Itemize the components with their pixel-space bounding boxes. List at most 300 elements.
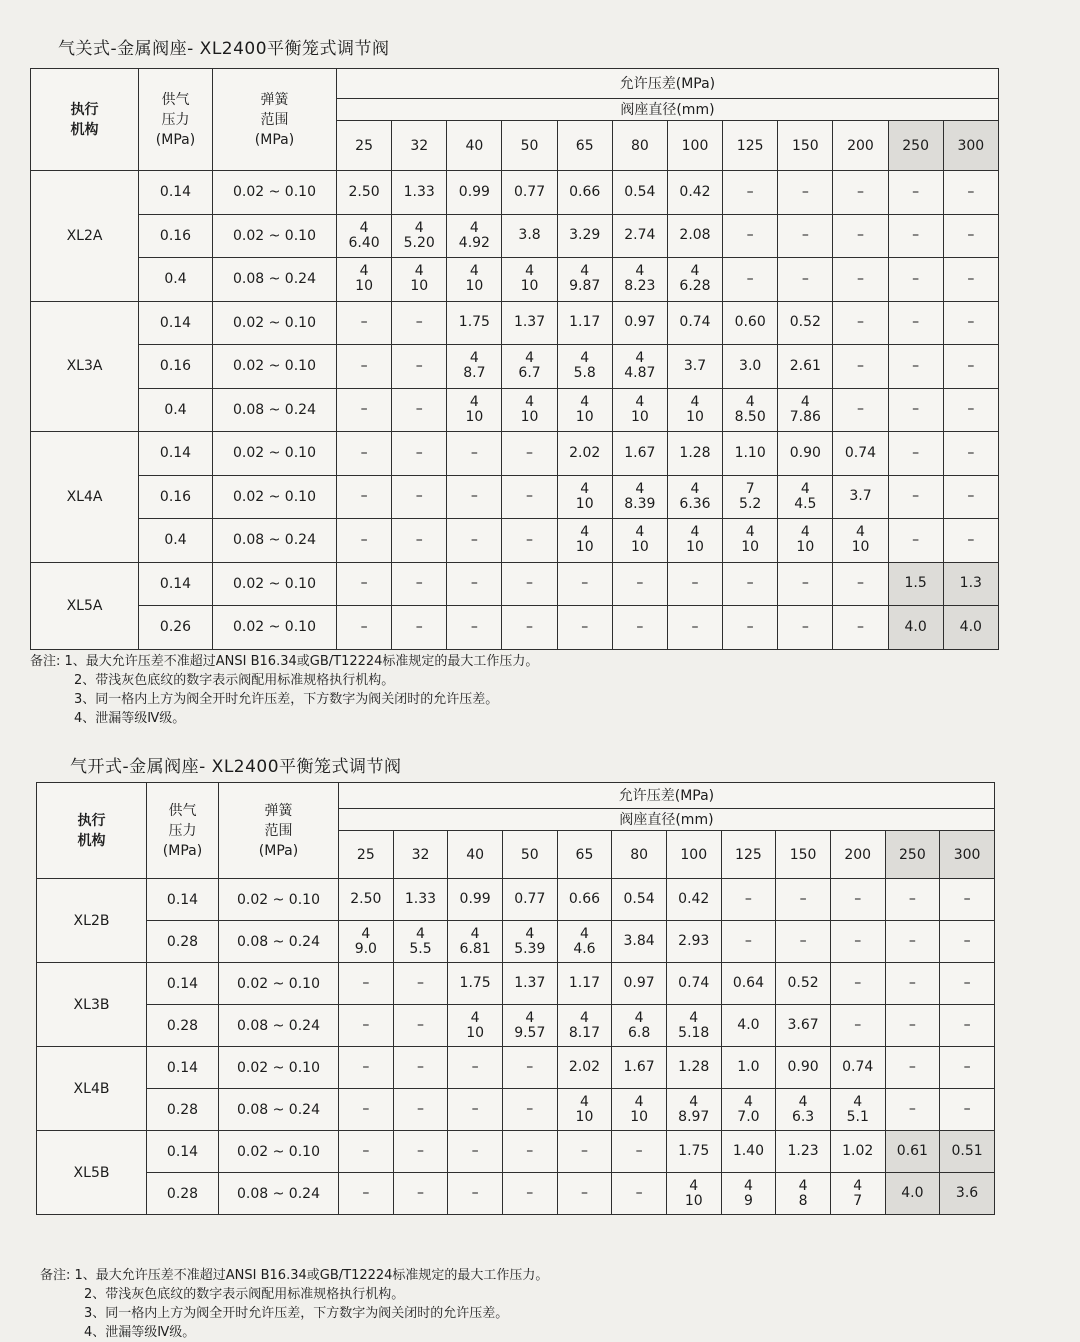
note-line: 4、泄漏等级Ⅳ级。 bbox=[84, 1325, 196, 1340]
header-supply-pressure bbox=[147, 783, 219, 879]
pressure-cell bbox=[943, 258, 998, 302]
pressure-value: 4 5.5 bbox=[409, 925, 432, 957]
pressure-cell bbox=[447, 214, 502, 258]
pressure-value: 0.90 bbox=[789, 444, 821, 461]
pressure-cell bbox=[502, 1005, 557, 1047]
header-spring-range bbox=[213, 69, 337, 171]
header-diameter: 125 bbox=[721, 831, 776, 879]
header-seat-diameter: 阀座直径(mm) bbox=[337, 99, 999, 121]
pressure-value: 4 10 bbox=[630, 393, 649, 425]
pressure-value: 4.0 bbox=[904, 618, 927, 635]
pressure-cell bbox=[502, 1173, 557, 1215]
pressure-value: 2.50 bbox=[350, 891, 382, 907]
pressure-value: – bbox=[801, 618, 809, 635]
spring-range: 0.02 ~ 0.10 bbox=[213, 214, 337, 258]
pressure-cell bbox=[612, 519, 667, 563]
header-diameter: 65 bbox=[557, 831, 612, 879]
spring-range: 0.02 ~ 0.10 bbox=[213, 301, 337, 345]
header-actuator bbox=[37, 783, 147, 879]
pressure-cell bbox=[666, 1005, 721, 1047]
header-diameter: 200 bbox=[830, 831, 885, 879]
pressure-cell bbox=[502, 606, 557, 650]
pressure-value: 2.61 bbox=[789, 357, 821, 374]
pressure-cell bbox=[723, 171, 778, 215]
pressure-cell bbox=[337, 171, 392, 215]
pressure-value: 0.42 bbox=[678, 891, 710, 907]
table-row bbox=[31, 432, 999, 476]
pressure-cell bbox=[447, 388, 502, 432]
header-diameter: 250 bbox=[885, 831, 940, 879]
pressure-value: – bbox=[912, 401, 920, 418]
pressure-cell bbox=[833, 258, 888, 302]
header-diameter: 32 bbox=[393, 831, 448, 879]
pressure-value: – bbox=[526, 444, 534, 461]
pressure-cell bbox=[447, 606, 502, 650]
pressure-cell bbox=[721, 1005, 776, 1047]
pressure-cell bbox=[339, 1173, 394, 1215]
header-diameter: 50 bbox=[502, 121, 557, 171]
pressure-value: 4 8.7 bbox=[463, 350, 486, 382]
pressure-value: – bbox=[912, 183, 920, 200]
header-supply-label: 供气 压力 (MPa) bbox=[155, 91, 196, 148]
header-supply-pressure bbox=[139, 69, 213, 171]
pressure-cell bbox=[666, 1173, 721, 1215]
pressure-value: 2.08 bbox=[679, 227, 711, 244]
pressure-cell bbox=[667, 562, 722, 606]
pressure-value: – bbox=[856, 575, 864, 592]
pressure-cell bbox=[940, 879, 995, 921]
pressure-cell bbox=[776, 1131, 831, 1173]
note-line: 3、同一格内上方为阀全开时允许压差，下方数字为阀关闭时的允许压差。 bbox=[84, 1306, 509, 1321]
pressure-value: 1.23 bbox=[787, 1143, 819, 1159]
pressure-value: 4 6.8 bbox=[627, 1009, 651, 1041]
pressure-value: – bbox=[526, 1143, 534, 1159]
pressure-cell bbox=[778, 345, 833, 389]
pressure-cell bbox=[940, 1047, 995, 1089]
pressure-cell bbox=[888, 562, 943, 606]
spring-range: 0.08 ~ 0.24 bbox=[219, 921, 339, 963]
pressure-value: – bbox=[856, 401, 864, 418]
pressure-value: 4 10 bbox=[575, 1093, 594, 1125]
pressure-value: 1.3 bbox=[959, 575, 982, 592]
pressure-cell bbox=[830, 1047, 885, 1089]
pressure-cell bbox=[940, 1131, 995, 1173]
pressure-value: 3.6 bbox=[955, 1185, 979, 1201]
pressure-value: – bbox=[963, 975, 971, 991]
header-actuator-label: 执行 机构 bbox=[70, 101, 99, 138]
pressure-value: – bbox=[360, 618, 368, 635]
pressure-cell bbox=[448, 921, 503, 963]
pressure-cell bbox=[557, 345, 612, 389]
supply-pressure: 0.14 bbox=[139, 562, 213, 606]
pressure-cell bbox=[667, 519, 722, 563]
pressure-cell bbox=[502, 301, 557, 345]
pressure-value: 4 8.97 bbox=[678, 1093, 710, 1125]
pressure-cell bbox=[888, 475, 943, 519]
pressure-value: 4 10 bbox=[630, 524, 649, 556]
pressure-value: 4 10 bbox=[575, 524, 594, 556]
pressure-cell bbox=[612, 475, 667, 519]
spring-range: 0.08 ~ 0.24 bbox=[219, 1173, 339, 1215]
pressure-value: 1.10 bbox=[734, 444, 766, 461]
pressure-cell bbox=[666, 879, 721, 921]
pressure-value: 0.77 bbox=[513, 183, 546, 200]
supply-pressure: 0.28 bbox=[147, 1089, 219, 1131]
pressure-value: 4 10 bbox=[741, 524, 760, 556]
pressure-value: – bbox=[470, 488, 478, 505]
pressure-cell bbox=[557, 388, 612, 432]
table-row bbox=[37, 1131, 995, 1173]
pressure-value: – bbox=[470, 618, 478, 635]
pressure-value: – bbox=[635, 1185, 643, 1201]
pressure-value: – bbox=[856, 227, 864, 244]
pressure-value: – bbox=[526, 618, 534, 635]
pressure-value: 0.97 bbox=[624, 314, 656, 331]
note-line: 2、带浅灰色底纹的数字表示阀配用标准规格执行机构。 bbox=[74, 673, 395, 688]
header-diameter: 125 bbox=[723, 121, 778, 171]
pressure-cell bbox=[337, 345, 392, 389]
header-diameter: 80 bbox=[612, 831, 667, 879]
header-diameter: 150 bbox=[776, 831, 831, 879]
pressure-cell bbox=[339, 1047, 394, 1089]
pressure-value: 3.8 bbox=[518, 227, 541, 244]
pressure-value: 3.29 bbox=[569, 227, 601, 244]
pressure-cell bbox=[557, 963, 612, 1005]
spring-range: 0.02 ~ 0.10 bbox=[219, 879, 339, 921]
header-diameter: 200 bbox=[833, 121, 888, 171]
pressure-value: 4 10 bbox=[410, 263, 429, 295]
pressure-cell bbox=[557, 606, 612, 650]
header-actuator-label: 执行 机构 bbox=[77, 812, 106, 849]
pressure-cell bbox=[448, 1131, 503, 1173]
pressure-value: – bbox=[967, 488, 975, 505]
pressure-cell bbox=[612, 606, 667, 650]
pressure-cell bbox=[502, 562, 557, 606]
note-line: 3、同一格内上方为阀全开时允许压差，下方数字为阀关闭时的允许压差。 bbox=[74, 692, 499, 707]
pressure-cell bbox=[337, 258, 392, 302]
pressure-cell bbox=[502, 258, 557, 302]
pressure-value: – bbox=[967, 444, 975, 461]
pressure-value: – bbox=[415, 314, 423, 331]
pressure-value: 1.37 bbox=[513, 314, 546, 331]
pressure-value: – bbox=[360, 401, 368, 418]
pressure-value: – bbox=[801, 183, 809, 200]
pressure-cell bbox=[776, 921, 831, 963]
pressure-cell bbox=[557, 519, 612, 563]
pressure-value: – bbox=[854, 891, 862, 907]
pressure-cell bbox=[833, 519, 888, 563]
pressure-value: 4 4.6 bbox=[573, 925, 596, 957]
pressure-cell bbox=[885, 1131, 940, 1173]
pressure-cell bbox=[448, 1047, 503, 1089]
pressure-cell bbox=[885, 1047, 940, 1089]
pressure-cell bbox=[888, 301, 943, 345]
pressure-cell bbox=[666, 1047, 721, 1089]
pressure-cell bbox=[393, 963, 448, 1005]
pressure-value: 4 7.0 bbox=[737, 1093, 760, 1125]
pressure-cell bbox=[612, 432, 667, 476]
pressure-value: 3.84 bbox=[623, 933, 655, 949]
pressure-value: – bbox=[470, 531, 478, 548]
pressure-value: – bbox=[362, 1017, 370, 1033]
pressure-cell bbox=[721, 1089, 776, 1131]
pressure-value: – bbox=[471, 1101, 479, 1117]
pressure-cell bbox=[337, 301, 392, 345]
pressure-value: – bbox=[963, 933, 971, 949]
pressure-value: 1.67 bbox=[624, 444, 656, 461]
pressure-value: – bbox=[362, 975, 370, 991]
pressure-value: 4.0 bbox=[901, 1185, 924, 1201]
pressure-value: 4 6.81 bbox=[459, 925, 491, 957]
pressure-value: – bbox=[912, 270, 920, 287]
pressure-cell bbox=[943, 214, 998, 258]
pressure-cell bbox=[667, 388, 722, 432]
pressure-value: 4 10 bbox=[575, 480, 594, 512]
pressure-value: 0.74 bbox=[678, 975, 710, 991]
pressure-table bbox=[36, 782, 995, 1215]
pressure-cell bbox=[339, 1131, 394, 1173]
pressure-value: 4 5.1 bbox=[846, 1093, 869, 1125]
pressure-cell bbox=[666, 1089, 721, 1131]
pressure-cell bbox=[830, 1089, 885, 1131]
pressure-value: – bbox=[360, 357, 368, 374]
pressure-cell bbox=[502, 921, 557, 963]
pressure-value: – bbox=[416, 1101, 424, 1117]
pressure-cell bbox=[612, 1089, 667, 1131]
pressure-value: 0.54 bbox=[624, 183, 656, 200]
pressure-value: – bbox=[415, 488, 423, 505]
pressure-cell bbox=[557, 301, 612, 345]
pressure-cell bbox=[557, 475, 612, 519]
pressure-cell bbox=[721, 879, 776, 921]
pressure-value: 1.28 bbox=[678, 1059, 710, 1075]
pressure-value: 1.28 bbox=[679, 444, 711, 461]
pressure-value: 4 6.28 bbox=[679, 263, 711, 295]
pressure-value: 0.74 bbox=[679, 314, 711, 331]
pressure-value: – bbox=[416, 975, 424, 991]
pressure-cell bbox=[557, 258, 612, 302]
pressure-value: 4 7.86 bbox=[789, 393, 821, 425]
pressure-cell bbox=[557, 432, 612, 476]
pressure-cell bbox=[392, 606, 447, 650]
supply-pressure: 0.28 bbox=[147, 1173, 219, 1215]
pressure-cell bbox=[667, 214, 722, 258]
pressure-cell bbox=[447, 171, 502, 215]
pressure-cell bbox=[778, 562, 833, 606]
header-diameter: 40 bbox=[447, 121, 502, 171]
pressure-value: – bbox=[362, 1143, 370, 1159]
pressure-value: – bbox=[526, 575, 534, 592]
spring-range: 0.02 ~ 0.10 bbox=[219, 1131, 339, 1173]
pressure-value: 4 9.0 bbox=[354, 925, 377, 957]
pressure-cell bbox=[778, 432, 833, 476]
pressure-value: – bbox=[526, 531, 534, 548]
pressure-value: – bbox=[908, 975, 916, 991]
pressure-cell bbox=[393, 1047, 448, 1089]
pressure-value: 3.0 bbox=[739, 357, 762, 374]
pressure-value: 4 10 bbox=[355, 263, 373, 295]
pressure-value: 0.66 bbox=[568, 891, 601, 907]
pressure-cell bbox=[776, 1173, 831, 1215]
pressure-cell bbox=[667, 258, 722, 302]
pressure-value: – bbox=[636, 618, 644, 635]
pressure-cell bbox=[833, 214, 888, 258]
pressure-value: – bbox=[912, 531, 920, 548]
pressure-cell bbox=[888, 214, 943, 258]
pressure-cell bbox=[721, 1173, 776, 1215]
pressure-value: 4 5.39 bbox=[514, 925, 546, 957]
header-spring-range bbox=[219, 783, 339, 879]
actuator-model: XL2B bbox=[37, 879, 147, 963]
pressure-value: – bbox=[746, 575, 754, 592]
pressure-cell bbox=[778, 301, 833, 345]
pressure-cell bbox=[339, 963, 394, 1005]
pressure-cell bbox=[667, 345, 722, 389]
pressure-cell bbox=[447, 562, 502, 606]
pressure-cell bbox=[776, 1089, 831, 1131]
pressure-cell bbox=[667, 475, 722, 519]
pressure-cell bbox=[557, 1173, 612, 1215]
pressure-value: 0.74 bbox=[842, 1059, 874, 1075]
table-row bbox=[31, 519, 999, 563]
supply-pressure: 0.14 bbox=[139, 301, 213, 345]
pressure-cell bbox=[833, 432, 888, 476]
pressure-cell bbox=[666, 963, 721, 1005]
header-diameter: 250 bbox=[888, 121, 943, 171]
pressure-value: 4 7 bbox=[853, 1177, 863, 1209]
pressure-value: – bbox=[581, 575, 589, 592]
pressure-value: 4 9 bbox=[743, 1177, 753, 1209]
pressure-cell bbox=[612, 1131, 667, 1173]
header-diameter: 100 bbox=[667, 121, 722, 171]
pressure-cell bbox=[833, 171, 888, 215]
header-supply-label: 供气 压力 (MPa) bbox=[162, 802, 203, 859]
pressure-cell bbox=[888, 519, 943, 563]
pressure-cell bbox=[940, 1173, 995, 1215]
pressure-value: – bbox=[908, 891, 916, 907]
table-row bbox=[37, 1005, 995, 1047]
actuator-model: XL3A bbox=[31, 301, 139, 432]
pressure-cell bbox=[447, 475, 502, 519]
pressure-cell bbox=[723, 345, 778, 389]
pressure-value: 0.90 bbox=[787, 1059, 819, 1075]
pressure-value: 4 4.87 bbox=[624, 350, 656, 382]
pressure-value: 0.99 bbox=[458, 183, 490, 200]
pressure-value: 4.0 bbox=[737, 1017, 760, 1033]
note-line: 2、带浅灰色底纹的数字表示阀配用标准规格执行机构。 bbox=[84, 1287, 405, 1302]
pressure-value: – bbox=[415, 357, 423, 374]
table-row bbox=[31, 562, 999, 606]
pressure-cell bbox=[612, 258, 667, 302]
table-row bbox=[31, 301, 999, 345]
pressure-value: 0.52 bbox=[789, 314, 821, 331]
pressure-cell bbox=[830, 1131, 885, 1173]
pressure-value: – bbox=[471, 1143, 479, 1159]
pressure-value: 2.02 bbox=[569, 444, 601, 461]
pressure-value: 0.60 bbox=[734, 314, 766, 331]
pressure-value: – bbox=[746, 183, 754, 200]
pressure-value: – bbox=[801, 270, 809, 287]
pressure-cell bbox=[502, 171, 557, 215]
pressure-value: – bbox=[416, 1059, 424, 1075]
pressure-value: 0.61 bbox=[896, 1143, 928, 1159]
spring-range: 0.02 ~ 0.10 bbox=[213, 475, 337, 519]
pressure-table bbox=[30, 68, 999, 650]
pressure-value: 4 4.5 bbox=[794, 480, 817, 512]
header-allowed-diff: 允许压差(MPa) bbox=[339, 783, 995, 809]
pressure-cell bbox=[888, 345, 943, 389]
pressure-value: 3.7 bbox=[683, 357, 707, 374]
pressure-cell bbox=[337, 475, 392, 519]
pressure-cell bbox=[447, 301, 502, 345]
pressure-value: 4 9.87 bbox=[569, 263, 601, 295]
pressure-value: 0.74 bbox=[844, 444, 877, 461]
pressure-cell bbox=[888, 606, 943, 650]
pressure-cell bbox=[778, 214, 833, 258]
pressure-value: – bbox=[581, 618, 589, 635]
pressure-value: 1.33 bbox=[404, 891, 437, 907]
spring-range: 0.02 ~ 0.10 bbox=[219, 1047, 339, 1089]
pressure-value: – bbox=[908, 1101, 916, 1117]
pressure-value: – bbox=[912, 444, 920, 461]
pressure-value: – bbox=[908, 1017, 916, 1033]
pressure-value: – bbox=[635, 1143, 643, 1159]
pressure-value: 0.66 bbox=[569, 183, 601, 200]
pressure-value: 4 10 bbox=[686, 524, 704, 556]
pressure-cell bbox=[778, 606, 833, 650]
pressure-value: – bbox=[967, 183, 975, 200]
pressure-cell bbox=[502, 345, 557, 389]
pressure-cell bbox=[778, 258, 833, 302]
spring-range: 0.02 ~ 0.10 bbox=[213, 432, 337, 476]
pressure-cell bbox=[885, 963, 940, 1005]
pressure-cell bbox=[448, 1173, 503, 1215]
pressure-cell bbox=[337, 388, 392, 432]
table-row bbox=[31, 475, 999, 519]
pressure-value: – bbox=[967, 401, 975, 418]
supply-pressure: 0.4 bbox=[139, 519, 213, 563]
pressure-value: 4 5.8 bbox=[573, 350, 596, 382]
pressure-value: – bbox=[856, 270, 864, 287]
table-row bbox=[31, 258, 999, 302]
pressure-cell bbox=[721, 921, 776, 963]
actuator-model: XL4B bbox=[37, 1047, 147, 1131]
pressure-value: 4 10 bbox=[851, 524, 870, 556]
pressure-cell bbox=[776, 963, 831, 1005]
pressure-cell bbox=[612, 388, 667, 432]
pressure-cell bbox=[502, 214, 557, 258]
pressure-value: – bbox=[963, 1059, 971, 1075]
pressure-cell bbox=[943, 475, 998, 519]
header-actuator bbox=[31, 69, 139, 171]
pressure-cell bbox=[723, 562, 778, 606]
pressure-cell bbox=[502, 1131, 557, 1173]
pressure-cell bbox=[940, 1089, 995, 1131]
table-row bbox=[37, 921, 995, 963]
pressure-value: 1.0 bbox=[737, 1059, 760, 1075]
pressure-value: – bbox=[416, 1017, 424, 1033]
pressure-cell bbox=[778, 388, 833, 432]
pressure-value: – bbox=[471, 1185, 479, 1201]
pressure-cell bbox=[943, 388, 998, 432]
pressure-value: 4 8 bbox=[798, 1177, 808, 1209]
pressure-value: – bbox=[744, 891, 752, 907]
pressure-cell bbox=[943, 171, 998, 215]
pressure-value: 0.42 bbox=[679, 183, 711, 200]
pressure-value: – bbox=[912, 357, 920, 374]
pressure-cell bbox=[778, 171, 833, 215]
table-row bbox=[37, 1047, 995, 1089]
